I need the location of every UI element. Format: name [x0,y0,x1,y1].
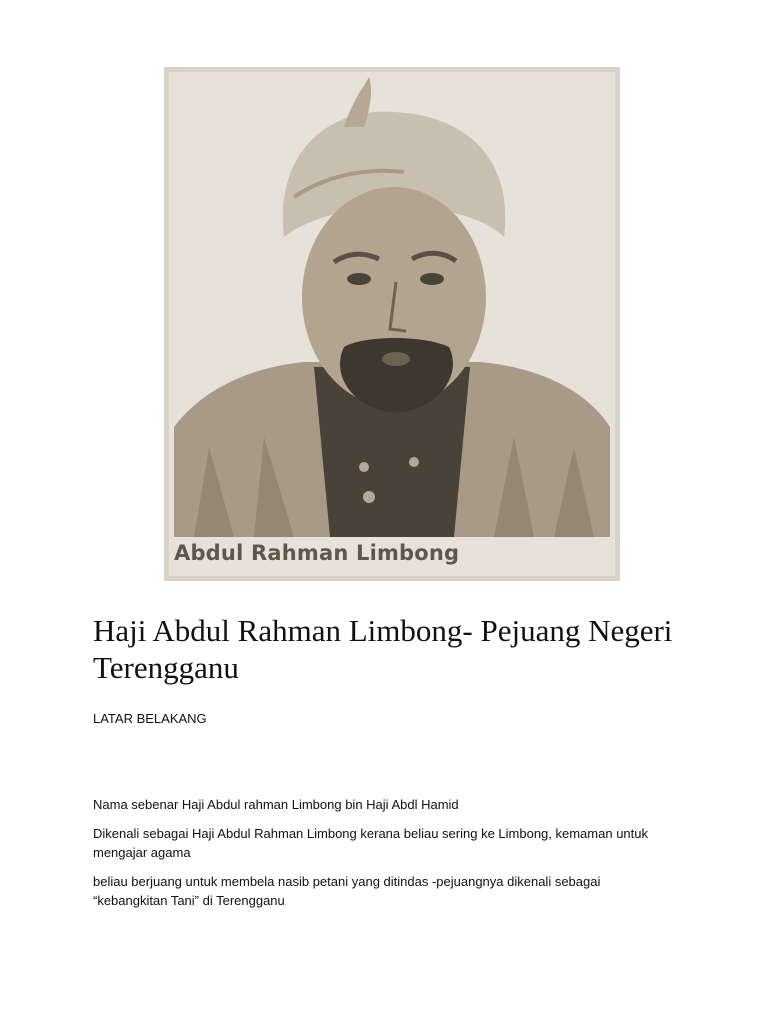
portrait-photo [164,67,620,581]
photo-caption: Abdul Rahman Limbong [174,541,460,565]
portrait-illustration [164,67,620,581]
section-heading: LATAR BELAKANG [93,711,207,726]
document-title: Haji Abdul Rahman Limbong- Pejuang Negeri Terengganu [93,613,673,685]
paragraph-known-as: Dikenali sebagai Haji Abdul Rahman Limbong kerana beliau sering ke Limbong, kemaman untuk mengajar agama [93,826,648,860]
paragraph-name: Nama sebenar Haji Abdul rahman Limbong bin Haji Abdl Hamid [93,797,459,812]
paragraph-struggle: beliau berjuang untuk membela nasib petani yang ditindas -pejuangnya dikenali sebagai “kebangkitan Tani” di Terengganu [93,874,601,908]
